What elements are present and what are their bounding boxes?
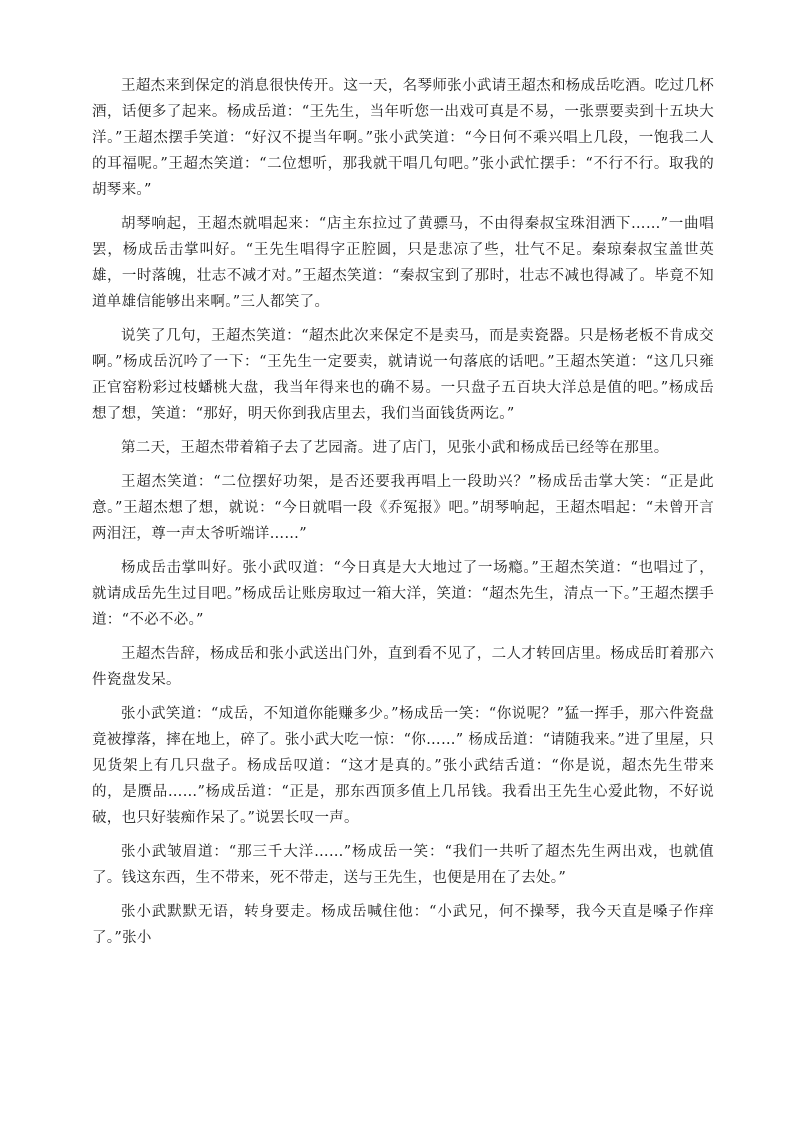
story-text (92, 73, 714, 959)
paragraph: 张小武笑道：“成岳，不知道你能赚多少。”杨成岳一笑：“你说呢？”猛一挥手，那六件瓷盘竟被撑落，摔在地上，碎了。张小武大吃一惊：“你……” 杨成岳道：“请随我来。”进了里屋，只见货架上有几只盘子。杨成岳叹道：“这才是真的。”张小武结舌道：“你是说，超杰先生带来的，是赝品……”杨成岳道：“正是，那东西顶多值上几吊钱。我看出王先生心爱此物，不好说破，也只好装痴作呆了。”说罢长叹一声。 (92, 706, 714, 826)
paragraph: 说笑了几句，王超杰笑道：“超杰此次来保定不是卖马，而是卖瓷器。只是杨老板不肯成交啊。”杨成岳沉吟了一下：“王先生一定要卖，就请说一句落底的话吧。”王超杰笑道：“这几只雍正官窑粉彩过枝蟠桃大盘，我当年得来也的确不易。一只盘子五百块大洋总是值的吧。”杨成岳想了想，笑道：“那好，明天你到我店里去，我们当面钱货两讫。” (92, 328, 714, 422)
paragraph: 王超杰告辞，杨成岳和张小武送出门外，直到看不见了，二人才转回店里。杨成岳盯着那六件瓷盘发呆。 (92, 646, 714, 688)
paragraph: 张小武默默无语，转身要走。杨成岳喊住他：“小武兄，何不操琴，我今天直是嗓子作痒了。”张小 (92, 904, 714, 946)
paragraph: 王超杰笑道：“二位摆好功架，是否还要我再唱上一段助兴？”杨成岳击掌大笑：“正是此意。”王超杰想了想，就说：“今日就唱一段《乔冤报》吧。”胡琴响起，王超杰唱起：“未曾开言两泪汪，尊一声太爷听端详……” (92, 474, 714, 542)
paragraph: 胡琴响起，王超杰就唱起来：“店主东拉过了黄骠马，不由得秦叔宝珠泪洒下……”一曲唱罢，杨成岳击掌叫好。“王先生唱得字正腔圆，只是悲凉了些，壮气不足。秦琼秦叔宝盖世英雄，一时落魄，壮志不减才对。”王超杰笑道：“秦叔宝到了那时，壮志不减也得减了。毕竟不知道单雄信能够出来啊。”三人都笑了。 (92, 216, 714, 310)
paragraph: 王超杰来到保定的消息很快传开。这一天，名琴师张小武请王超杰和杨成岳吃酒。吃过几杯酒，话便多了起来。杨成岳道：“王先生，当年听您一出戏可真是不易，一张票要卖到十五块大洋。”王超杰摆手笑道：“好汉不提当年啊。”张小武笑道：“今日何不乘兴唱上几段，一饱我二人的耳福呢。”王超杰笑道：“二位想听，那我就干唱几句吧。”张小武忙摆手：“不行不行。取我的胡琴来。” (92, 78, 714, 198)
paragraph: 杨成岳击掌叫好。张小武叹道：“今日真是大大地过了一场瘾。”王超杰笑道：“也唱过了，就请成岳先生过目吧。”杨成岳让账房取过一箱大洋，笑道：“超杰先生，清点一下。”王超杰摆手道：“不必不必。” (92, 560, 714, 628)
paragraph: 第二天，王超杰带着箱子去了艺园斋。进了店门，见张小武和杨成岳已经等在那里。 (121, 440, 669, 456)
paragraph: 张小武皱眉道：“那三千大洋……”杨成岳一笑：“我们一共听了超杰先生两出戏，也就值了。钱这东西，生不带来，死不带走，送与王先生，也便是用在了去处。” (92, 844, 714, 886)
